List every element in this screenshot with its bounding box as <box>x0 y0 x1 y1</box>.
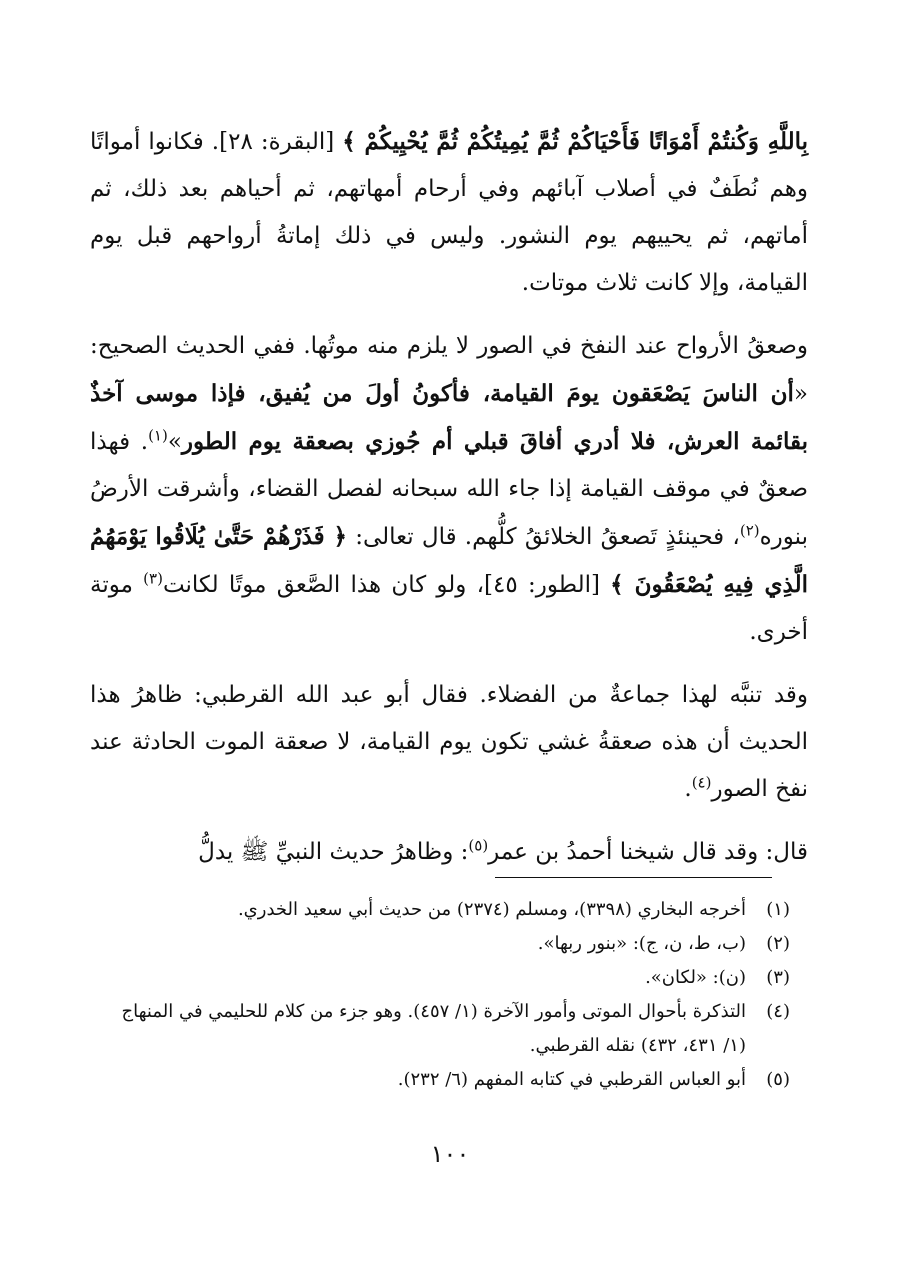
footnote-2 <box>100 927 790 961</box>
footnote-text: أخرجه البخاري (٣٣٩٨)، ومسلم (٢٣٧٤) من حديث أبي سعيد الخدري. <box>237 899 746 920</box>
paragraph-text: موتة أخرى. <box>90 572 808 645</box>
footnote-number: (٤) <box>766 1001 790 1022</box>
paragraph-1 <box>90 118 808 307</box>
paragraph-text: وقد تنبَّه لهذا جماعةٌ من الفضلاء. فقال أبو عبد الله القرطبي: ظاهرُ هذا الحديث أن هذه صعقةُ غشي تكون يوم القيامة، لا صعقة الموت الحادثة عند نفخ الصور <box>90 682 808 802</box>
verse-reference: [الطور: ٤٥] <box>484 572 611 598</box>
footnote-3 <box>100 961 790 995</box>
paragraph-text: : وظاهرُ حديث النبيِّ ﷺ يدلُّ <box>198 839 469 865</box>
quote-mark: » <box>167 429 182 455</box>
footnotes <box>100 893 790 1097</box>
footnote-1 <box>100 893 790 927</box>
paragraph-text: ، فحينئذٍ تَصعقُ الخلائقُ كلُّهم. قال تعالى: <box>347 524 740 550</box>
footnote-ref-4[interactable]: (٤) <box>691 773 712 792</box>
hadith-quote: أن الناسَ يَصْعَقون يومَ القيامة، فأكونُ أولَ من يُفيق، فإذا موسى آخذٌ بقائمة العرش، فلا أدري أفاقَ قبلي أم جُوزي بصعقة يوم الطور <box>90 380 808 455</box>
footnote-number: (٢) <box>766 933 790 954</box>
paragraph-4 <box>90 829 808 876</box>
paragraph-text: . <box>684 776 692 802</box>
footnote-5 <box>100 1063 790 1097</box>
footnote-text: (ن): «لكان». <box>645 967 746 988</box>
paragraph-text: . فكانوا أمواتًا وهم نُطَفٌ في أصلاب آبائهم وفي أرحام أمهاتهم، ثم أحياهم بعد ذلك، ثم أماتهم، ثم يحييهم يوم النشور. وليس في ذلك إماتةُ أرواحهم قبل يوم القيامة، وإلا كانت ثلاث موتات. <box>90 129 808 296</box>
footnote-ref-3[interactable]: (٣) <box>143 569 163 588</box>
footnote-divider <box>495 877 772 878</box>
page-number: ١٠٠ <box>430 1140 470 1168</box>
footnote-4 <box>100 995 790 1063</box>
quran-verse: ﴿ فَذَرْهُمْ حَتَّىٰ يُلَاقُوا يَوْمَهُمُ الَّذِي فِيهِ يُصْعَقُونَ ﴾ <box>90 523 808 598</box>
paragraph-2 <box>90 323 808 656</box>
footnote-text: (ب، ط، ن، ج): «بنور ربها». <box>537 933 746 954</box>
footnote-ref-2[interactable]: (٢) <box>739 521 760 540</box>
footnote-number: (٣) <box>766 967 790 988</box>
footnote-ref-5[interactable]: (٥) <box>468 836 489 855</box>
footnote-ref-1[interactable]: (١) <box>148 426 168 445</box>
paragraph-text: . فهذا صعقٌ في موقف القيامة إذا جاء الله سبحانه لفصل القضاء، وأشرقت الأرضُ بنوره <box>90 429 808 550</box>
paragraph-text: ، ولو كان هذا الصَّعق موتًا لكانت <box>162 572 485 598</box>
main-text <box>90 118 808 892</box>
paragraph-3 <box>90 672 808 813</box>
paragraph-text: قال: وقد قال شيخنا أحمدُ بن عمر <box>488 839 808 865</box>
paragraph-text: وصعقُ الأرواح عند النفخ في الصور لا يلزم منه موتُها. ففي الحديث الصحيح: « <box>90 333 808 407</box>
footnote-number: (١) <box>766 899 790 920</box>
quran-verse: بِاللَّهِ وَكُنتُمْ أَمْوَاتًا فَأَحْيَاكُمْ ثُمَّ يُمِيتُكُمْ ثُمَّ يُحْيِيكُمْ ﴾ <box>342 128 808 155</box>
footnote-text: أبو العباس القرطبي في كتابه المفهم (٦/ ٢٣٢). <box>397 1069 746 1090</box>
footnote-number: (٥) <box>766 1069 790 1090</box>
verse-reference: [البقرة: ٢٨] <box>219 129 335 155</box>
footnote-text: التذكرة بأحوال الموتى وأمور الآخرة (١/ ٤٥٧). وهو جزء من كلام للحليمي في المنهاج (١/ ٤٣١، ٤٣٢) نقله القرطبي. <box>121 1001 746 1056</box>
